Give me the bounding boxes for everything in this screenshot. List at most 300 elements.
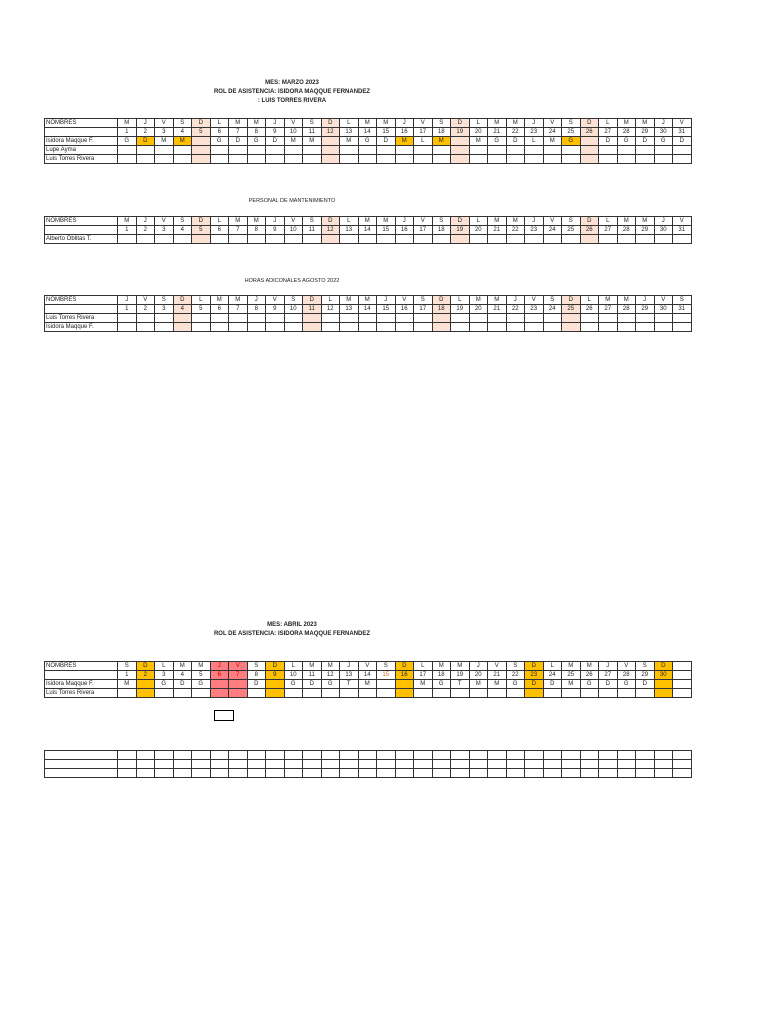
weekday-cell: S: [303, 217, 322, 226]
shift-cell: [636, 314, 655, 323]
horas-person-row: [45, 323, 692, 332]
weekday-cell: L: [469, 217, 488, 226]
blank-cell: [358, 751, 377, 760]
shift-cell: [284, 323, 303, 332]
day-number-cell: 12: [321, 226, 340, 235]
blank-cell: [506, 760, 525, 769]
weekday-cell: M: [506, 217, 525, 226]
blank-cell: [599, 751, 618, 760]
weekday-cell: L: [580, 296, 599, 305]
shift-cell: [488, 235, 507, 244]
weekday-cell: L: [210, 217, 229, 226]
horas-weekday-row: [45, 296, 692, 305]
day-number-cell: 25: [562, 128, 581, 137]
day-number-cell: 14: [358, 128, 377, 137]
shift-cell: [543, 689, 562, 698]
day-number-cell: 10: [284, 305, 303, 314]
shift-cell: [543, 235, 562, 244]
shift-cell: G: [284, 680, 303, 689]
blank-cell: [580, 760, 599, 769]
shift-cell: M: [414, 680, 433, 689]
shift-cell: [543, 323, 562, 332]
shift-cell: [451, 689, 470, 698]
blank-cell: [192, 760, 211, 769]
shift-cell: [654, 689, 673, 698]
day-number-cell: 13: [340, 671, 359, 680]
shift-cell: [155, 155, 174, 164]
shift-cell: [617, 323, 636, 332]
shift-cell: [266, 680, 285, 689]
blank-cell: [636, 760, 655, 769]
blank-cell: [192, 769, 211, 778]
shift-cell: [136, 235, 155, 244]
shift-cell: [432, 314, 451, 323]
marzo-person-row: [45, 146, 692, 155]
day-number-cell: 16: [395, 305, 414, 314]
shift-cell: [210, 155, 229, 164]
shift-cell: [451, 137, 470, 146]
shift-cell: [340, 314, 359, 323]
blank-cell: [303, 769, 322, 778]
day-number-cell: 18: [432, 128, 451, 137]
weekday-cell: M: [488, 217, 507, 226]
blank-cell: [340, 769, 359, 778]
blank-cell: [173, 751, 192, 760]
blank-cell: [673, 751, 692, 760]
weekday-cell: D: [580, 217, 599, 226]
blank-cell: [136, 769, 155, 778]
shift-cell: [654, 323, 673, 332]
weekday-cell: D: [654, 662, 673, 671]
shift-cell: [340, 689, 359, 698]
day-number-cell: 28: [617, 305, 636, 314]
shift-cell: [229, 235, 248, 244]
shift-cell: [247, 155, 266, 164]
shift-cell: D: [543, 680, 562, 689]
weekday-cell: J: [469, 662, 488, 671]
shift-cell: D: [303, 680, 322, 689]
blank-cell: [303, 760, 322, 769]
blank-row: [45, 769, 692, 778]
day-number-cell: 18: [432, 305, 451, 314]
shift-cell: [229, 689, 248, 698]
shift-cell: [599, 323, 618, 332]
day-number-cell: 24: [543, 671, 562, 680]
shift-cell: [414, 146, 433, 155]
blank-cell: [210, 760, 229, 769]
day-number-cell: 31: [673, 305, 692, 314]
shift-cell: [358, 235, 377, 244]
weekday-cell: M: [173, 662, 192, 671]
shift-cell: [118, 689, 137, 698]
day-number-cell: 16: [395, 671, 414, 680]
shift-cell: G: [617, 137, 636, 146]
weekday-cell: V: [266, 296, 285, 305]
shift-cell: [136, 689, 155, 698]
weekday-cell: V: [543, 119, 562, 128]
shift-cell: [321, 137, 340, 146]
shift-cell: [414, 689, 433, 698]
day-number-cell: 15: [377, 226, 396, 235]
blank-row: [45, 760, 692, 769]
abril-daynumber-row-label: [45, 671, 118, 680]
shift-cell: [395, 680, 414, 689]
blank-row: [45, 751, 692, 760]
weekday-cell: D: [192, 217, 211, 226]
shift-cell: [599, 146, 618, 155]
shift-cell: [395, 689, 414, 698]
weekday-cell: L: [340, 119, 359, 128]
marzo-weekday-row: [45, 119, 692, 128]
day-number-cell: 2: [136, 128, 155, 137]
day-number-cell: 24: [543, 305, 562, 314]
day-number-cell: 29: [636, 305, 655, 314]
shift-cell: [562, 689, 581, 698]
weekday-cell: V: [543, 217, 562, 226]
day-number-cell: 7: [229, 671, 248, 680]
blank-cell: [432, 760, 451, 769]
shift-cell: M: [488, 680, 507, 689]
shift-cell: [303, 323, 322, 332]
blank-cell: [321, 751, 340, 760]
shift-cell: [118, 235, 137, 244]
day-number-cell: 5: [192, 128, 211, 137]
shift-cell: [321, 146, 340, 155]
shift-cell: [469, 235, 488, 244]
blank-cell: [284, 760, 303, 769]
shift-cell: [506, 689, 525, 698]
blank-cell: [358, 769, 377, 778]
day-number-cell: 22: [506, 128, 525, 137]
blank-cell: [636, 751, 655, 760]
abril-rol-title: ROL DE ASISTENCIA: ISIDORA MAQQUE FERNANDEZ: [213, 631, 371, 637]
blank-cell: [580, 769, 599, 778]
day-number-cell: 12: [321, 128, 340, 137]
blank-cell: [266, 751, 285, 760]
shift-cell: [210, 689, 229, 698]
weekday-cell: M: [562, 662, 581, 671]
blank-cell: [45, 769, 118, 778]
blank-grid-table: [44, 750, 692, 778]
day-number-cell: 2: [136, 226, 155, 235]
abril-person-row-label: Isidora Maqque F.: [45, 680, 118, 689]
day-number-cell: 11: [303, 128, 322, 137]
day-number-cell: 12: [321, 671, 340, 680]
blank-cell: [118, 769, 137, 778]
day-number-cell: 3: [155, 305, 174, 314]
day-number-cell: 14: [358, 226, 377, 235]
shift-cell: [303, 314, 322, 323]
day-number-cell: 1: [118, 226, 137, 235]
marzo-rol-title-2: : LUIS TORRES RIVERA: [257, 98, 327, 104]
shift-cell: [451, 314, 470, 323]
shift-cell: [562, 146, 581, 155]
shift-cell: [580, 689, 599, 698]
blank-cell: [377, 769, 396, 778]
day-number-cell: 28: [617, 128, 636, 137]
horas-title: HORAS ADICONALES AGOSTO 2022: [244, 278, 340, 284]
day-number-cell: 15: [377, 128, 396, 137]
shift-cell: [192, 689, 211, 698]
blank-cell: [284, 769, 303, 778]
shift-cell: [192, 323, 211, 332]
shift-cell: [543, 155, 562, 164]
blank-cell: [414, 760, 433, 769]
shift-cell: [432, 155, 451, 164]
day-number-cell: 30: [654, 305, 673, 314]
shift-cell: [247, 146, 266, 155]
mantenimiento-daynumber-row-label: [45, 226, 118, 235]
day-number-cell: 6: [210, 671, 229, 680]
shift-cell: [358, 155, 377, 164]
weekday-cell: V: [155, 217, 174, 226]
marzo-person-row: [45, 137, 692, 146]
weekday-cell: L: [451, 296, 470, 305]
day-number-cell: 20: [469, 128, 488, 137]
shift-cell: [247, 314, 266, 323]
day-number-cell: 11: [303, 305, 322, 314]
blank-cell: [136, 751, 155, 760]
day-number-cell: 11: [303, 226, 322, 235]
shift-cell: [636, 155, 655, 164]
shift-cell: [155, 146, 174, 155]
weekday-cell: S: [562, 217, 581, 226]
shift-cell: [506, 146, 525, 155]
shift-cell: G: [580, 680, 599, 689]
day-number-cell: 31: [673, 128, 692, 137]
blank-cell: [617, 751, 636, 760]
blank-cell: [210, 769, 229, 778]
shift-cell: [192, 155, 211, 164]
shift-cell: L: [414, 137, 433, 146]
shift-cell: D: [599, 680, 618, 689]
day-number-cell: 16: [395, 128, 414, 137]
shift-cell: [210, 146, 229, 155]
blank-cell: [599, 769, 618, 778]
blank-cell: [395, 760, 414, 769]
weekday-cell: S: [173, 119, 192, 128]
blank-cell: [432, 769, 451, 778]
day-number-cell: 7: [229, 128, 248, 137]
shift-cell: [395, 235, 414, 244]
blank-cell: [229, 760, 248, 769]
shift-cell: [673, 689, 692, 698]
shift-cell: [210, 323, 229, 332]
shift-cell: [284, 689, 303, 698]
abril-weekday-row: [45, 662, 692, 671]
day-number-cell: 27: [599, 128, 618, 137]
day-number-cell: 21: [488, 128, 507, 137]
shift-cell: [284, 235, 303, 244]
weekday-cell: V: [414, 119, 433, 128]
weekday-cell: S: [432, 217, 451, 226]
horas-daynumber-row: [45, 305, 692, 314]
weekday-cell: M: [340, 296, 359, 305]
weekday-cell: L: [599, 217, 618, 226]
day-number-cell: 15: [377, 671, 396, 680]
weekday-cell: J: [210, 662, 229, 671]
shift-cell: [451, 235, 470, 244]
shift-cell: [432, 235, 451, 244]
day-number-cell: 27: [599, 226, 618, 235]
blank-cell: [488, 760, 507, 769]
blank-cell: [488, 751, 507, 760]
day-number-cell: 4: [173, 226, 192, 235]
shift-cell: M: [155, 137, 174, 146]
shift-cell: [414, 155, 433, 164]
day-number-cell: 17: [414, 226, 433, 235]
shift-cell: [673, 680, 692, 689]
weekday-cell: J: [136, 119, 155, 128]
marzo-person-row-label: Isidora Maqque F.: [45, 137, 118, 146]
marzo-title: MES: MARZO 2023: [265, 80, 319, 86]
blank-cell: [562, 760, 581, 769]
shift-cell: M: [469, 137, 488, 146]
weekday-cell: V: [673, 217, 692, 226]
day-number-cell: 20: [469, 226, 488, 235]
marzo-attendance-table: [44, 118, 692, 164]
weekday-cell: L: [469, 119, 488, 128]
weekday-cell: M: [580, 662, 599, 671]
shift-cell: [340, 235, 359, 244]
weekday-cell: V: [654, 296, 673, 305]
shift-cell: [525, 155, 544, 164]
day-number-cell: 6: [210, 128, 229, 137]
weekday-cell: J: [599, 662, 618, 671]
shift-cell: [229, 155, 248, 164]
shift-cell: [155, 314, 174, 323]
blank-cell: [451, 760, 470, 769]
day-number-cell: 10: [284, 671, 303, 680]
shift-cell: D: [636, 680, 655, 689]
shift-cell: [525, 323, 544, 332]
blank-cell: [469, 760, 488, 769]
day-number-cell: 29: [636, 671, 655, 680]
weekday-cell: L: [599, 119, 618, 128]
blank-cell: [395, 751, 414, 760]
shift-cell: [358, 323, 377, 332]
day-number-cell: 23: [525, 671, 544, 680]
marzo-rol-title: ROL DE ASISTENCIA: ISIDORA MAQQUE FERNANDEZ: [213, 89, 371, 95]
blank-cell: [321, 760, 340, 769]
shift-cell: [136, 314, 155, 323]
weekday-cell: D: [432, 296, 451, 305]
blank-cell: [506, 769, 525, 778]
weekday-cell: M: [377, 119, 396, 128]
day-number-cell: 25: [562, 226, 581, 235]
shift-cell: [155, 323, 174, 332]
shift-cell: [395, 146, 414, 155]
day-number-cell: 13: [340, 226, 359, 235]
shift-cell: [321, 235, 340, 244]
shift-cell: [562, 155, 581, 164]
blank-cell: [654, 751, 673, 760]
shift-cell: [525, 235, 544, 244]
shift-cell: [654, 314, 673, 323]
shift-cell: [654, 155, 673, 164]
day-number-cell: 1: [118, 305, 137, 314]
day-number-cell: 11: [303, 671, 322, 680]
weekday-cell: L: [284, 662, 303, 671]
shift-cell: [451, 155, 470, 164]
weekday-cell: J: [525, 217, 544, 226]
blank-cell: [580, 751, 599, 760]
weekday-cell: L: [321, 296, 340, 305]
shift-cell: [173, 155, 192, 164]
weekday-cell: V: [617, 662, 636, 671]
abril-attendance-table: [44, 661, 692, 698]
weekday-cell: J: [654, 119, 673, 128]
weekday-cell: M: [358, 296, 377, 305]
weekday-cell: L: [414, 662, 433, 671]
weekday-cell: S: [562, 119, 581, 128]
shift-cell: [229, 146, 248, 155]
weekday-cell: D: [321, 217, 340, 226]
weekday-cell: D: [525, 662, 544, 671]
shift-cell: [266, 235, 285, 244]
blank-cell: [432, 751, 451, 760]
shift-cell: [173, 323, 192, 332]
blank-cell: [636, 769, 655, 778]
day-number-cell: 3: [155, 128, 174, 137]
weekday-cell: M: [247, 217, 266, 226]
day-number-cell: 23: [525, 305, 544, 314]
shift-cell: [469, 146, 488, 155]
weekday-cell: J: [266, 119, 285, 128]
weekday-cell: D: [395, 662, 414, 671]
shift-cell: D: [173, 680, 192, 689]
blank-cell: [45, 760, 118, 769]
day-number-cell: 19: [451, 128, 470, 137]
shift-cell: [673, 146, 692, 155]
day-number-cell: 7: [229, 226, 248, 235]
day-number-cell: 9: [266, 305, 285, 314]
shift-cell: [173, 235, 192, 244]
day-number-cell: 23: [525, 226, 544, 235]
blank-cell: [673, 769, 692, 778]
weekday-cell: D: [192, 119, 211, 128]
shift-cell: M: [395, 137, 414, 146]
shift-cell: [229, 314, 248, 323]
weekday-cell: M: [636, 217, 655, 226]
weekday-cell: V: [414, 217, 433, 226]
shift-cell: [414, 323, 433, 332]
blank-cell: [229, 769, 248, 778]
shift-cell: D: [673, 137, 692, 146]
shift-cell: L: [525, 137, 544, 146]
horas-weekday-row-label: NOMBRES: [45, 296, 118, 305]
day-number-cell: 12: [321, 305, 340, 314]
shift-cell: [506, 155, 525, 164]
shift-cell: [136, 323, 155, 332]
weekday-cell: M: [358, 119, 377, 128]
shift-cell: [155, 689, 174, 698]
shift-cell: G: [358, 137, 377, 146]
shift-cell: [469, 314, 488, 323]
shift-cell: [192, 314, 211, 323]
day-number-cell: 7: [229, 305, 248, 314]
shift-cell: [266, 146, 285, 155]
shift-cell: [377, 323, 396, 332]
shift-cell: [358, 314, 377, 323]
shift-cell: M: [432, 137, 451, 146]
shift-cell: [377, 235, 396, 244]
shift-cell: [654, 680, 673, 689]
day-number-cell: 20: [469, 671, 488, 680]
weekday-cell: D: [303, 296, 322, 305]
mantenimiento-person-row: [45, 235, 692, 244]
weekday-cell: D: [266, 662, 285, 671]
